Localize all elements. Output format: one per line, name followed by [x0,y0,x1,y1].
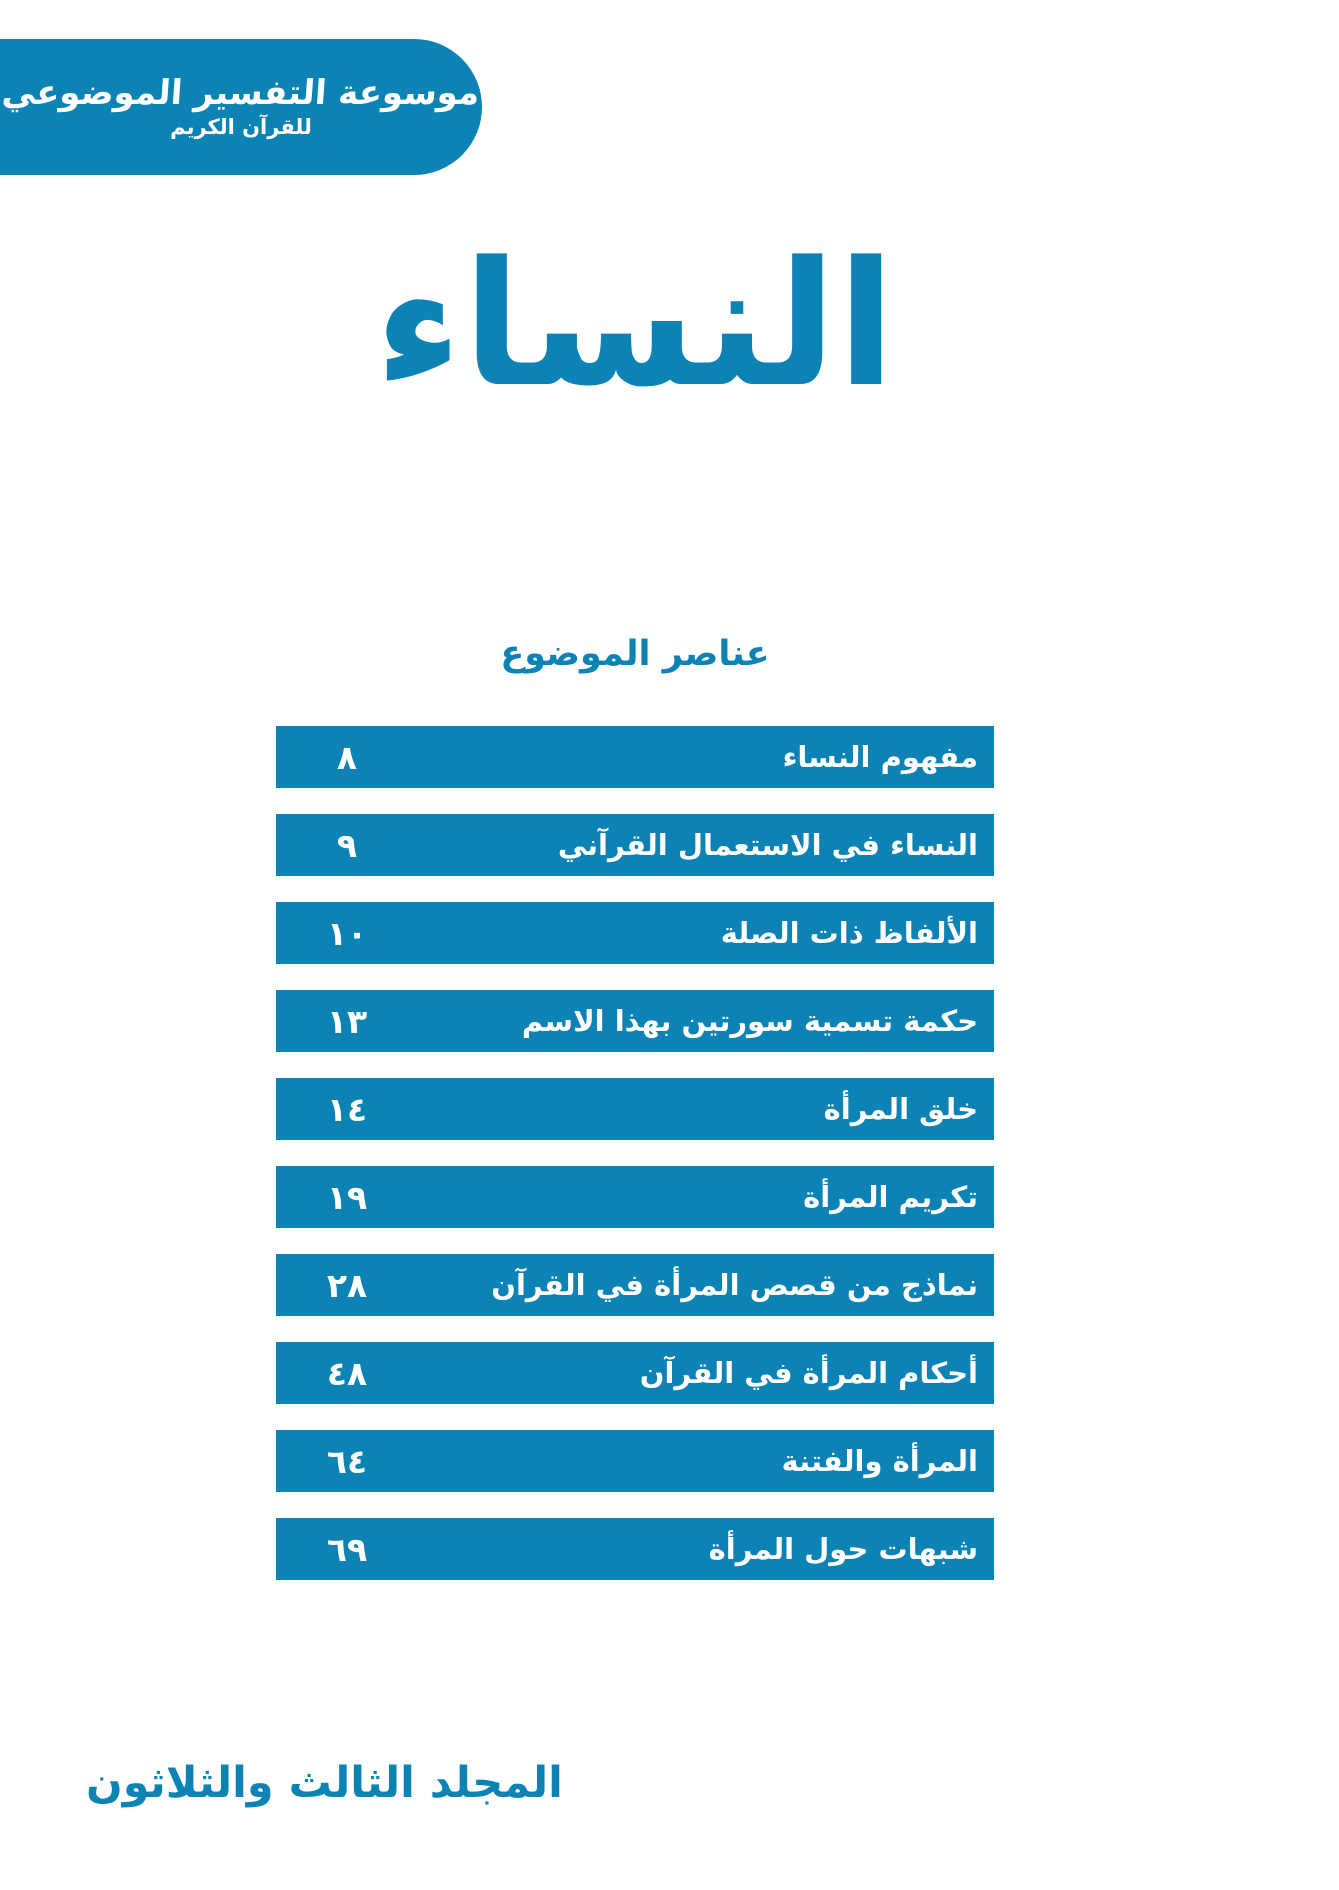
toc-page-number: ٤٨ [326,1353,368,1393]
page-title: النساء [374,224,896,425]
publisher-logo-subtitle: للقرآن الكريم [170,115,312,140]
toc-row [276,990,994,1052]
publisher-logo [0,39,482,175]
toc-page-number: ٦٩ [326,1529,368,1569]
toc-page-number: ١٣ [326,1001,368,1041]
toc-heading: عناصر الموضوع [500,634,770,674]
toc-page-number: ١٩ [326,1177,368,1217]
toc-item-title: تكريم المرأة [803,1180,978,1214]
toc-page-number: ٨ [336,737,358,777]
toc-page-number: ٩ [336,825,358,865]
toc-row [276,1342,994,1404]
toc-row [276,1078,994,1140]
toc-row [276,1518,994,1580]
toc-row [276,902,994,964]
toc-item-title: شبهات حول المرأة [708,1532,978,1566]
footer-volume: المجلد الثالث والثلاثون [86,1758,563,1808]
publisher-logo-title: موسوعة التفسير الموضوعي [0,72,482,113]
toc-item-title: نماذج من قصص المرأة في القرآن [491,1268,978,1302]
toc-item-title: الألفاظ ذات الصلة [720,916,978,950]
toc-row [276,1254,994,1316]
toc-page-number: ٦٤ [326,1441,368,1481]
toc-row [276,814,994,876]
toc-item-title: النساء في الاستعمال القرآني [557,828,978,862]
toc-item-title: خلق المرأة [823,1092,978,1126]
toc-row [276,1430,994,1492]
toc-item-title: أحكام المرأة في القرآن [639,1356,978,1390]
toc-page-number: ١٤ [326,1089,368,1129]
toc-row [276,726,994,788]
toc-item-title: حكمة تسمية سورتين بهذا الاسم [521,1004,978,1038]
toc-page-number: ١٠ [326,913,368,953]
toc-item-title: المرأة والفتنة [781,1444,978,1478]
toc-item-title: مفهوم النساء [782,740,978,774]
toc-row [276,1166,994,1228]
toc-page-number: ٢٨ [326,1265,368,1305]
